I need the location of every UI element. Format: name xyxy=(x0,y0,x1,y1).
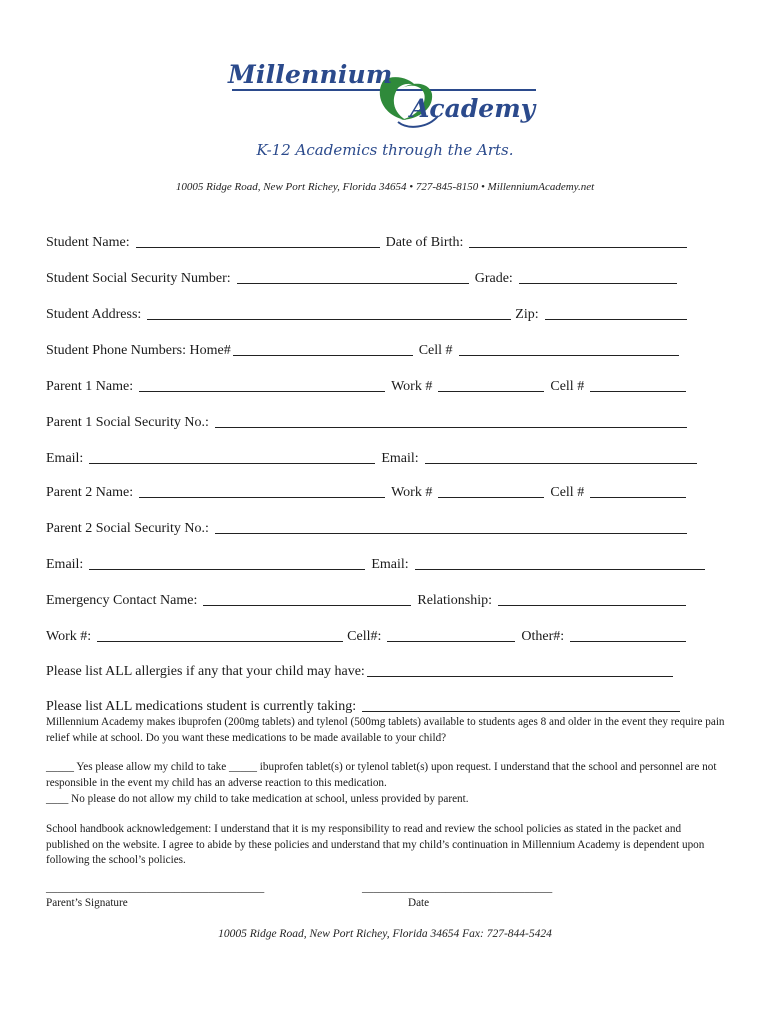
student-ssn-field[interactable] xyxy=(237,269,469,284)
work-phone-label: Work #: xyxy=(46,629,92,644)
row-parent1-name xyxy=(46,375,710,395)
grade-field[interactable] xyxy=(519,269,677,284)
student-phone-cell-field[interactable] xyxy=(459,341,679,356)
medications-label: Please list ALL medications student is currently taking: xyxy=(46,699,357,714)
student-address-label: Student Address: xyxy=(46,307,142,322)
parent1-work-label: Work # xyxy=(391,379,433,394)
parent-signature-label: Parent’s Signature xyxy=(46,897,128,909)
header-address: 10005 Ridge Road, New Port Richey, Florida 34654 • 727-845-8150 • MillenniumAcademy.net xyxy=(175,181,595,193)
grade-label: Grade: xyxy=(474,271,513,286)
parent2-ssn-label: Parent 2 Social Security No.: xyxy=(46,521,209,536)
allergies-field[interactable] xyxy=(367,662,673,677)
row-parent1-email xyxy=(46,447,710,467)
handbook-acknowledgement: School handbook acknowledgement: I understand that it is my responsibility to read and review the school policies as stated in the packet and published on the website. I agree to abide by these policies and understand that my child’s continuation in Millennium Academy is dependent upon following the school’s policies. xyxy=(46,823,705,866)
logo-wordmark-academy: Academy xyxy=(410,94,536,123)
student-phone-cell-label: Cell # xyxy=(418,343,453,358)
other-phone-label: Other#: xyxy=(521,629,565,644)
row-student-name xyxy=(46,231,710,251)
row-student-address xyxy=(46,303,710,323)
emergency-contact-field[interactable] xyxy=(203,591,411,606)
parent2-work-label: Work # xyxy=(391,485,433,500)
student-phone-home-field[interactable] xyxy=(233,341,413,356)
parent2-name-label: Parent 2 Name: xyxy=(46,485,134,500)
medications-field[interactable] xyxy=(362,697,680,712)
row-emergency-contact xyxy=(46,589,710,609)
date-line[interactable]: __________________________________ xyxy=(362,882,553,894)
parent1-email-b-field[interactable] xyxy=(425,449,697,464)
row-allergies xyxy=(46,660,710,680)
date-label: Date xyxy=(408,897,430,909)
parent1-name-label: Parent 1 Name: xyxy=(46,379,134,394)
row-student-ssn xyxy=(46,267,710,287)
parent2-cell-field[interactable] xyxy=(590,483,686,498)
parent2-email-a-field[interactable] xyxy=(89,555,365,570)
parent1-ssn-field[interactable] xyxy=(215,413,687,428)
parent-signature-line[interactable]: _______________________________________ xyxy=(46,882,265,894)
logo-wordmark-millennium: Millennium xyxy=(228,60,393,89)
student-name-field[interactable] xyxy=(136,233,380,248)
parent2-name-field[interactable] xyxy=(139,483,385,498)
row-emergency-phones xyxy=(46,625,710,645)
zip-label: Zip: xyxy=(515,307,539,322)
parent2-email-b-label: Email: xyxy=(371,557,409,572)
parent1-email-a-label: Email: xyxy=(46,451,84,466)
parent2-work-field[interactable] xyxy=(438,483,544,498)
relationship-label: Relationship: xyxy=(417,593,493,608)
footer-address: 10005 Ridge Road, New Port Richey, Florida 34654 Fax: 727-844-5424 xyxy=(218,928,552,940)
parent2-ssn-field[interactable] xyxy=(215,519,687,534)
millennium-academy-logo xyxy=(224,58,544,138)
parent1-ssn-label: Parent 1 Social Security No.: xyxy=(46,415,209,430)
parent2-cell-label: Cell # xyxy=(550,485,585,500)
student-ssn-label: Student Social Security Number: xyxy=(46,271,231,286)
row-parent2-email xyxy=(46,553,710,573)
student-name-label: Student Name: xyxy=(46,235,130,250)
row-parent2-ssn xyxy=(46,517,710,537)
relationship-field[interactable] xyxy=(498,591,686,606)
cell-phone-field[interactable] xyxy=(387,627,515,642)
row-parent1-ssn xyxy=(46,411,710,431)
parent2-email-b-field[interactable] xyxy=(415,555,705,570)
medication-notice: Millennium Academy makes ibuprofen (200mg tablets) and tylenol (500mg tablets) available to students ages 8 and older in the event they require pain relief while at school. Do you want these medications to be made available to your child? xyxy=(46,716,725,744)
allergies-label: Please list ALL allergies if any that your child may have: xyxy=(46,664,365,679)
zip-field[interactable] xyxy=(545,305,687,320)
cell-phone-label: Cell#: xyxy=(347,629,382,644)
parent1-email-a-field[interactable] xyxy=(89,449,375,464)
parent1-cell-field[interactable] xyxy=(590,377,686,392)
parent1-cell-label: Cell # xyxy=(550,379,585,394)
row-medications xyxy=(46,695,710,715)
row-student-phone xyxy=(46,339,710,359)
student-address-field[interactable] xyxy=(147,305,511,320)
parent1-work-field[interactable] xyxy=(438,377,544,392)
other-phone-field[interactable] xyxy=(570,627,686,642)
tagline: K-12 Academics through the Arts. xyxy=(256,141,514,159)
medication-consent-yes: _____ Yes please allow my child to take _____ ibuprofen tablet(s) or tylenol tablet(s) upon request. I understand that the school and personnel are not responsible in the event my child has an adverse reaction to this medication. xyxy=(46,761,717,789)
row-parent2-name xyxy=(46,481,710,501)
parent2-email-a-label: Email: xyxy=(46,557,84,572)
date-of-birth-label: Date of Birth: xyxy=(385,235,464,250)
parent1-name-field[interactable] xyxy=(139,377,385,392)
emergency-contact-label: Emergency Contact Name: xyxy=(46,593,198,608)
date-of-birth-field[interactable] xyxy=(469,233,687,248)
work-phone-field[interactable] xyxy=(97,627,343,642)
medication-consent-no: ____ No please do not allow my child to take medication at school, unless provided by parent. xyxy=(46,793,469,805)
parent1-email-b-label: Email: xyxy=(381,451,419,466)
student-phone-home-label: Student Phone Numbers: Home# xyxy=(46,343,231,358)
